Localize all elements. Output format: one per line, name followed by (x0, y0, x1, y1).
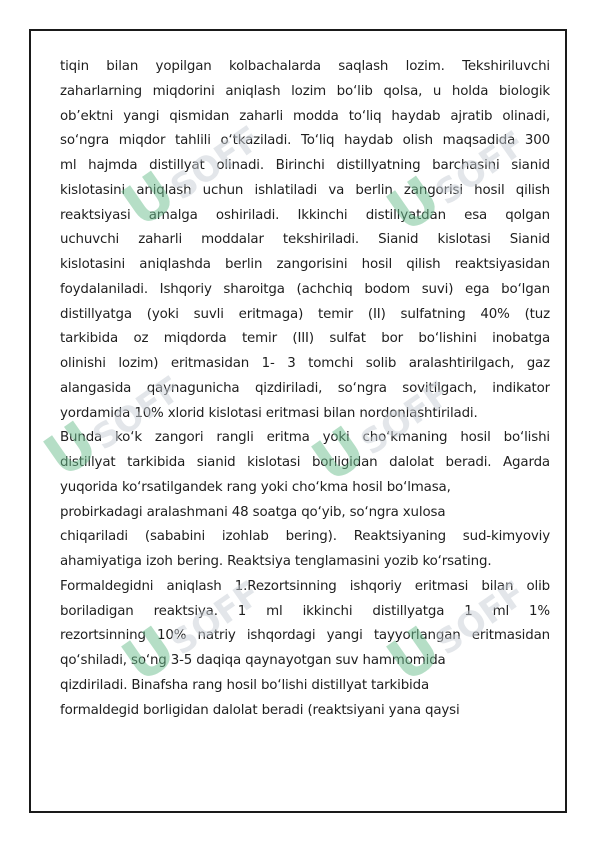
usoff-watermark: USOFF (32, 368, 191, 491)
text-line: kislotasini aniqlashda berlin zangorisini hosil qilish reaktsiyasidan (60, 257, 550, 272)
usoff-watermark: USOFF (375, 123, 534, 246)
text-line: reaktsiyasi amalga oshiriladi. Ikkinchi distillyatdan esa qolgan (60, 207, 550, 223)
text-line: distillyat tarkibida sianid kislotasi borligidan dalolat beradi. Agarda (60, 455, 550, 470)
text-line: yordamida 10% xlorid kislotasi eritmasi bilan nordonlashtiriladi. (60, 405, 478, 421)
text-line: rezortsinning 10% natriy ishqordagi yangi tayyorlangan eritmasidan (60, 628, 550, 644)
text-line: formaldegid borligidan dalolat beradi (reaktsiyani yana qaysi (60, 702, 460, 718)
text-line: foydalaniladi. Ishqoriy sharoitga (achchiq bodom suvi) ega bo‘lgan (60, 281, 550, 297)
text-line: Bunda ko‘k zangori rangli eritma yoki cho‘kmaning hosil bo‘lishi (60, 430, 550, 446)
text-line: qo‘shiladi, so‘ng 3-5 daqiqa qaynayotgan suv hammomida (60, 653, 446, 668)
text-line: distillyatga (yoki suvli eritmaga) temir (II) sulfatning 40% (tuz (60, 306, 550, 322)
text-line: chiqariladi (sababini izohlab bering). Reaktsiyaning sud-kimyoviy (60, 529, 550, 545)
text-line: olinishi lozim) eritmasidan 1- 3 tomchi solib aralashtirilgach, gaz (60, 356, 550, 371)
usoff-watermark: USOFF (110, 573, 269, 696)
text-line: ob’ektni yangi qismidan zaharli modda to‘liq haydab ajratib olinadi, (60, 108, 550, 124)
text-line: qizdiriladi. Binafsha rang hosil bo‘lishi distillyat tarkibida (60, 677, 430, 693)
usoff-watermark: USOFF (300, 373, 459, 496)
usoff-watermark: USOFF (110, 118, 269, 241)
text-line: boriladigan reaktsiya. 1 ml ikkinchi distillyatga 1 ml 1% (60, 603, 550, 619)
text-line: tiqin bilan yopilgan kolbachalarda saqlash lozim. Tekshiriluvchi (60, 59, 550, 74)
text-line: alangasida qaynagunicha qizdiriladi, so‘ngra sovitilgach, indikator (60, 380, 550, 396)
text-line: ahamiyatiga izoh bering. Reaktsiya tenglamasini yozib ko‘rsating. (60, 554, 492, 569)
text-line: so‘ngra miqdor tahlili o‘tkaziladi. To‘liq haydab olish maqsadida 300 (60, 133, 550, 149)
document-body (60, 55, 550, 723)
text-line: zaharlarning miqdorini aniqlash lozim bo‘lib qolsa, u holda biologik (60, 83, 550, 99)
text-line: kislotasini aniqlash uchun ishlatiladi va berlin zangorisi hosil qilish (60, 182, 550, 198)
text-line: uchuvchi zaharli moddalar tekshiriladi. Sianid kislotasi Sianid (60, 232, 550, 248)
text-line: tarkibida oz miqdorda temir (III) sulfat bor bo‘lishini inobatga (60, 331, 550, 347)
text-line: probirkadagi aralashmani 48 soatga qo‘yib, so‘ngra xulosa (60, 504, 446, 520)
text-line: ml hajmda distillyat olinadi. Birinchi distillyatning barchasini sianid (60, 158, 550, 173)
text-line: yuqorida ko‘rsatilgandek rang yoki cho‘kma hosil bo‘lmasa, (60, 479, 451, 495)
usoff-watermark: USOFF (375, 573, 534, 696)
text-line: Formaldegidni aniqlash 1.Rezortsinning ishqoriy eritmasi bilan olib (60, 578, 550, 594)
